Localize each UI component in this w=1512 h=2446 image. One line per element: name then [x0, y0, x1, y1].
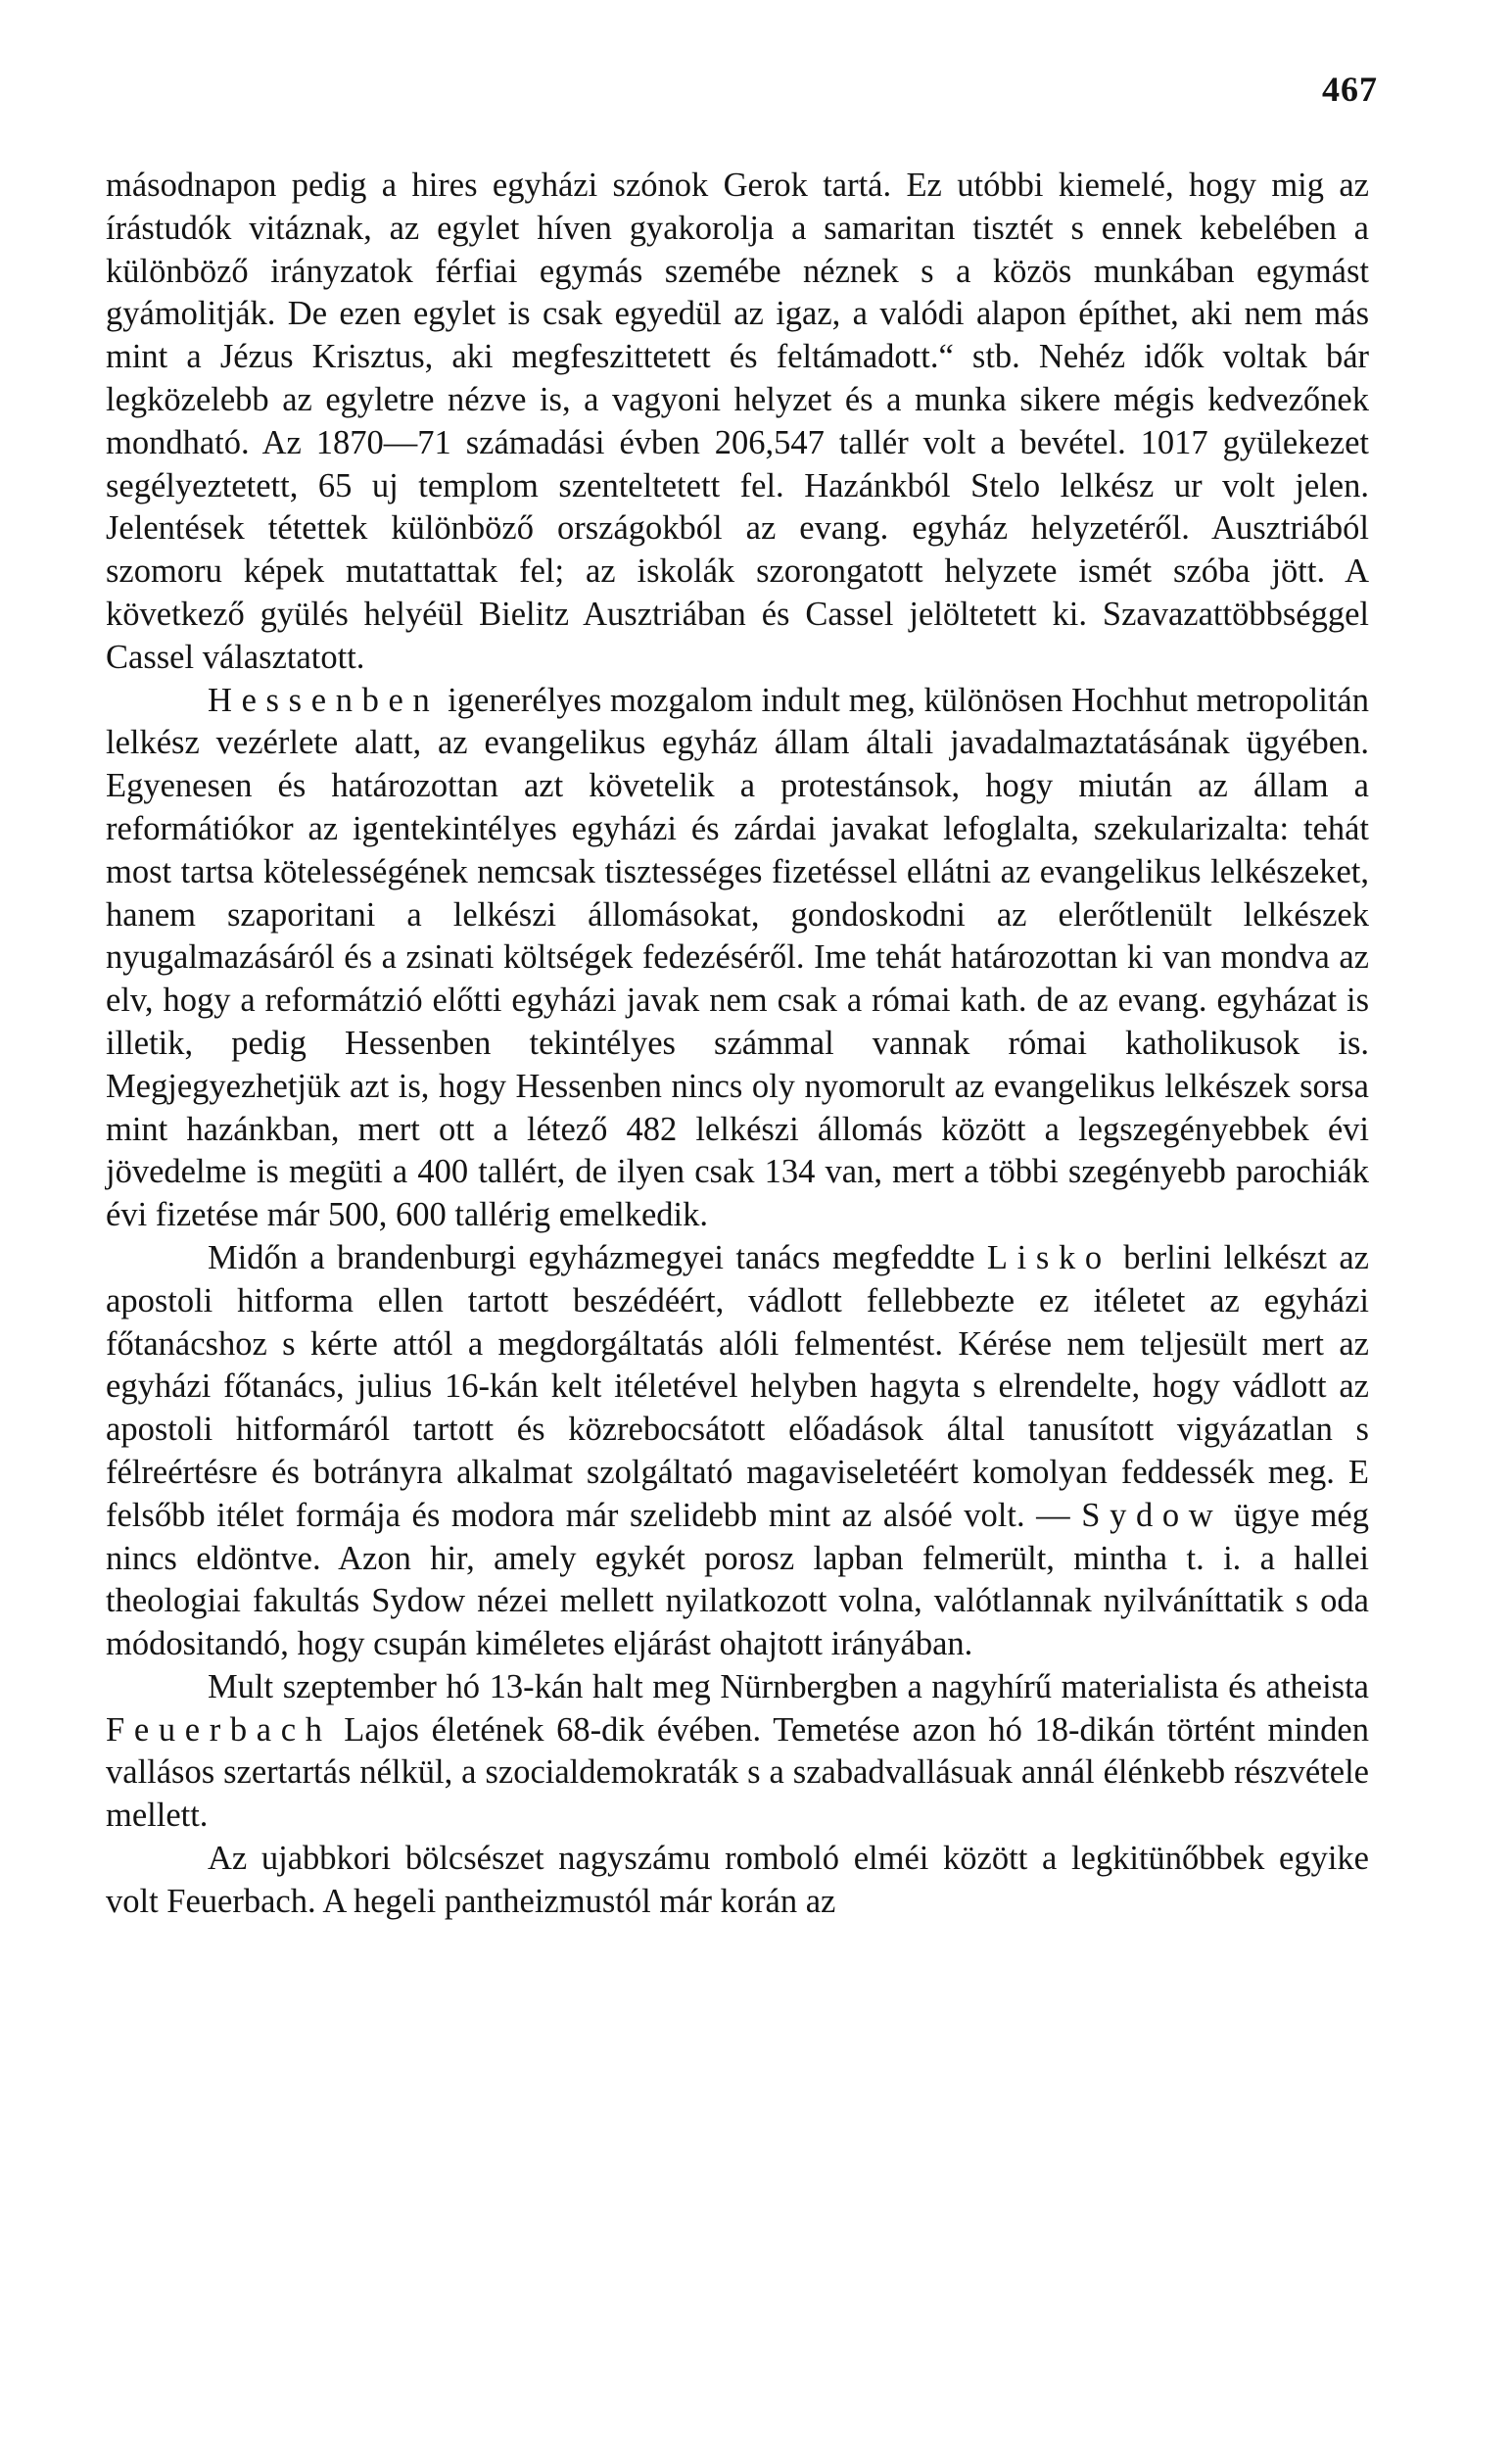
paragraph-3-text-b: berlini lelkészt az apostoli hitforma ellen tartott beszédéért, vádlott fellebbezte ez itéletet az egyházi főtanácshoz s kérte attól a megdorgáltatás alóli felmentést. Kérése nem teljesült mert az egyházi főtanács, julius 16-kán kelt itéletével helyben hagyta s elrendelte, hogy vádlott az apostoli hitformáról tartott és közrebocsátott előadások által tanusított vigyázatlan s félreértésre és botrányra alkalmat szolgáltató magaviseletéért komolyan feddessék meg. E felsőbb itélet formája és modora már szelidebb mint az alsóé volt. —: [106, 1238, 1369, 1534]
paragraph-4: [106, 1666, 1369, 1838]
paragraph-4-text-a: Mult szeptember hó 13-kán halt meg Nürnbergben a nagyhírű materialista és atheista: [208, 1667, 1369, 1705]
paragraph-2-text: igenerélyes mozgalom indult meg, különösen Hochhut metropolitán lelkész vezérlete alatt, az evangelikus egyház állam általi javadalmaztatásának ügyében. Egyenesen és határozottan azt követelik a protestánsok, hogy miután az állam a reformátiókor az igentekintélyes egyházi és zárdai javakat lefoglalta, szekularizalta: tehát most tartsa kötelességének nemcsak tisztességes fizetéssel ellátni az evangelikus lelkészeket, hanem szaporitani a lelkészi állomásokat, gondoskodni az elerőtlenült lelkészek nyugalmazásáról és a zsinati költségek fedezéséről. Ime tehát határozottan ki van mondva az elv, hogy a reformátzió előtti egyházi javak nem csak a római kath. de az evang. egyházat is illetik, pedig Hessenben tekintélyes számmal vannak római katholikusok is. Megjegyezhetjük azt is, hogy Hessenben nincs oly nyomorult az evangelikus lelkészek sorsa mint hazánkban, mert ott a létező 482 lelkészi állomás között a legszegényebbek évi jövedelme is megüti a 400 tallért, de ilyen csak 134 van, mert a többi szegényebb parochiák évi fizetése már 500, 600 tallérig emelkedik.: [106, 681, 1369, 1234]
paragraph-3-spaced-word-2: Sydow: [1081, 1496, 1223, 1534]
paragraph-3: [106, 1237, 1369, 1666]
paragraph-2: [106, 680, 1369, 1237]
paragraph-2-spaced-word: Hessenben: [208, 681, 440, 719]
paragraph-1-text: másodnapon pedig a hires egyházi szónok Gerok tartá. Ez utóbbi kiemelé, hogy mig az írástudók vitáznak, az egylet híven gyakorolja a samaritan tisztét s ennek kebelében a különböző irányzatok férfiai egymás szemébe néznek s a közös munkában egymást gyámolitják. De ezen egylet is csak egyedül az igaz, a valódi alapon építhet, aki nem más mint a Jézus Krisztus, aki megfeszittetett és feltámadott.“ stb. Nehéz idők voltak bár legközelebb az egyletre nézve is, a vagyoni helyzet és a munka sikere mégis kedvezőnek mondható. Az 1870—71 számadási évben 206,547 tallér volt a bevétel. 1017 gyülekezet segélyeztetett, 65 uj templom szenteltetett fel. Hazánkból Stelo lelkész ur volt jelen. Jelentések tétettek különböző országokból az evang. egyház helyzetéről. Ausztriából szomoru képek mutattattak fel; az iskolák szorongatott helyzete ismét szóba jött. A következő gyülés helyéül Bielitz Ausztriában és Cassel jelöltetett ki. Szavazattöbbséggel Cassel választatott.: [106, 167, 1369, 676]
paragraph-4-text-b: Lajos életének 68-dik évében. Temetése azon hó 18-dikán történt minden vallásos szertartás nélkül, a szocialdemokraták s a szabadvallásuak annál élénkebb részvétele mellett.: [106, 1710, 1369, 1835]
paragraph-1: [106, 165, 1369, 680]
paragraph-5-text: Az ujabbkori bölcsészet nagyszámu romboló elméi között a legkitünőbbek egyike volt Feuerbach. A hegeli pantheizmustól már korán az: [106, 1840, 1369, 1920]
body-text: [106, 165, 1369, 1924]
paragraph-3-text-a: Midőn a brandenburgi egyházmegyei tanács megfeddte: [208, 1238, 987, 1276]
paragraph-4-spaced-word: Feuerbach: [106, 1710, 332, 1749]
paragraph-5: [106, 1838, 1369, 1924]
page-number: 467: [1322, 70, 1378, 109]
paragraph-3-spaced-word-1: Lisko: [986, 1238, 1111, 1276]
paragraph-3-text-c: ügye még nincs eldöntve. Azon hir, amely egykét porosz lapban felmerült, mintha t. i. a hallei theologiai fakultás Sydow nézei mellett nyilatkozott volna, valótlannak nyilváníttatik s oda módositandó, hogy csupán kiméletes eljárást ohajtott irányában.: [106, 1496, 1369, 1663]
